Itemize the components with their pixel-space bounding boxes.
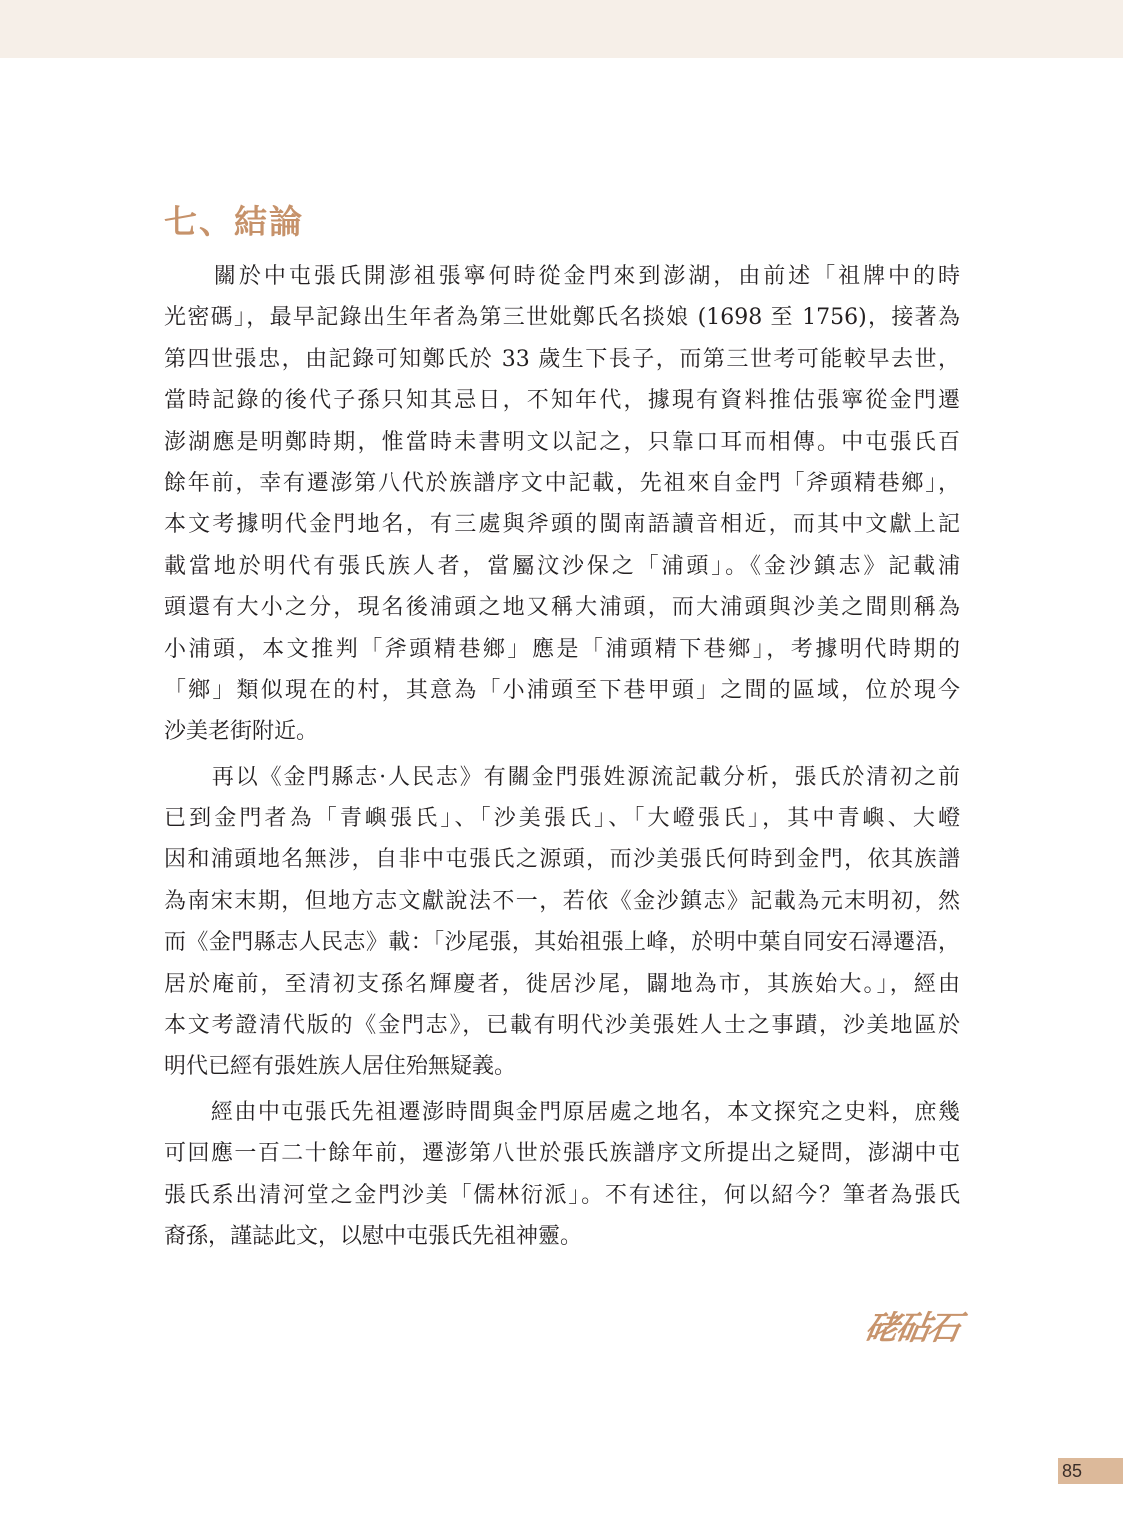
text-line: 已到金門者為「青嶼張氏」、「沙美張氏」、「大嶝張氏」，其中青嶼、大嶝	[164, 806, 960, 832]
page-number: 85	[1062, 1461, 1083, 1481]
text-line: 可回應一百二十餘年前，遷澎第八世於張氏族譜序文所提出之疑問，澎湖中屯	[164, 1141, 960, 1167]
paragraph-2	[164, 757, 960, 1088]
text-line: 澎湖應是明鄭時期，惟當時未書明文以記之，只靠口耳而相傳。中屯張氏百	[164, 429, 960, 455]
section-title: 七、結論	[164, 202, 304, 241]
text-line: 居於庵前，至清初支孫名輝慶者，徙居沙尾，闢地為市，其族始大。」，經由	[164, 971, 960, 997]
text-line: 當時記錄的後代子孫只知其忌日，不知年代，據現有資料推估張寧從金門遷	[164, 388, 960, 414]
text-line: 明代已經有張姓族人居住殆無疑義。	[164, 1054, 517, 1080]
text-line: 本文考據明代金門地名，有三處與斧頭的閩南語讀音相近，而其中文獻上記	[164, 512, 960, 538]
text-line: 餘年前，幸有遷澎第八代於族譜序文中記載，先祖來自金門「斧頭精巷鄉」，	[164, 470, 960, 496]
article-body	[164, 256, 960, 1257]
text-line: 張氏系出清河堂之金門沙美「儒林衍派」。不有述往，何以紹今？筆者為張氏	[164, 1182, 960, 1208]
text-line: 頭還有大小之分，現名後浦頭之地又稱大浦頭，而大浦頭與沙美之間則稱為	[164, 595, 960, 621]
magazine-logo: 硓砧石	[862, 1308, 963, 1347]
text-line: 而《金門縣志人民志》載：「沙尾張，其始祖張上峰，於明中葉自同安石潯遷浯，	[164, 930, 960, 956]
paragraph-3	[164, 1092, 960, 1258]
text-line: 因和浦頭地名無涉，自非中屯張氏之源頭，而沙美張氏何時到金門，依其族譜	[164, 847, 960, 873]
text-line: 裔孫，謹誌此文，以慰中屯張氏先祖神靈。	[164, 1223, 583, 1249]
text-line: 沙美老街附近。	[164, 719, 319, 745]
text-line: 載當地於明代有張氏族人者，當屬汶沙保之「浦頭」。《金沙鎮志》記載浦	[164, 553, 960, 579]
text-line: 「鄉」類似現在的村，其意為「小浦頭至下巷甲頭」之間的區域，位於現今	[164, 677, 960, 703]
text-line: 本文考證清代版的《金門志》，已載有明代沙美張姓人士之事蹟，沙美地區於	[164, 1013, 960, 1039]
text-line: 經由中屯張氏先祖遷澎時間與金門原居處之地名，本文探究之史料，庶幾	[164, 1099, 960, 1125]
header-band	[0, 0, 1123, 58]
text-line: 關於中屯張氏開澎祖張寧何時從金門來到澎湖，由前述「祖牌中的時	[164, 264, 960, 289]
paragraph-1	[164, 256, 960, 753]
text-line: 再以《金門縣志·人民志》有關金門張姓源流記載分析，張氏於清初之前	[164, 764, 960, 790]
text-line: 為南宋末期，但地方志文獻說法不一，若依《金沙鎮志》記載為元末明初，然	[164, 888, 960, 914]
text-line: 小浦頭，本文推判「斧頭精巷鄉」應是「浦頭精下巷鄉」，考據明代時期的	[164, 636, 960, 662]
text-line: 光密碼」，最早記錄出生年者為第三世妣鄭氏名掞娘 (1698 至 1756)，接著為	[164, 305, 960, 331]
text-line: 第四世張忠，由記錄可知鄭氏於 33 歲生下長子，而第三世考可能較早去世，	[164, 346, 960, 372]
